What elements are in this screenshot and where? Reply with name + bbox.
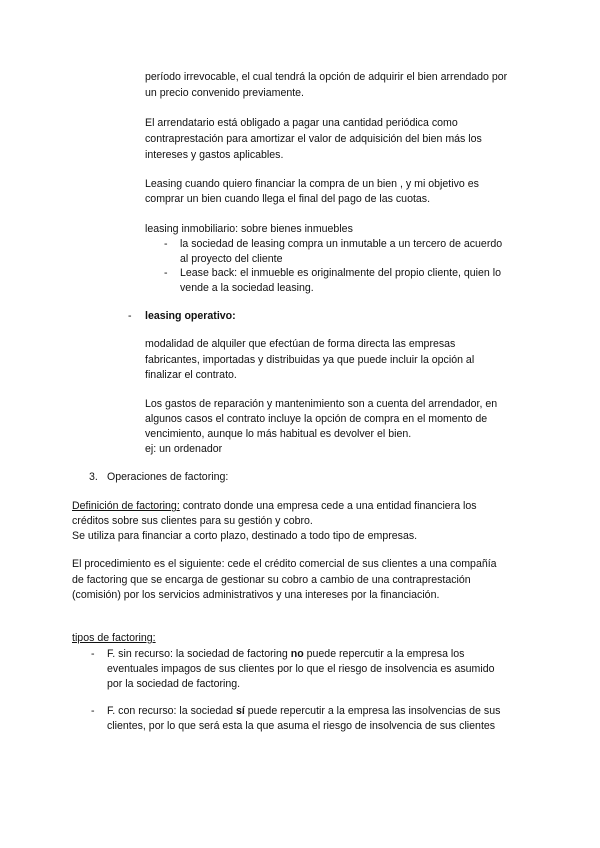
bullet-dash: - <box>164 267 168 279</box>
list-item-text: F. sin recurso: la sociedad de factoring <box>107 648 291 660</box>
definition-text: contrato donde una empresa cede a una entidad financiera los <box>179 500 477 512</box>
text-line: Se utiliza para financiar a corto plazo, destinado a todo tipo de empresas. <box>72 530 418 542</box>
subheading-inmobiliario: leasing inmobiliario: sobre bienes inmuebles <box>145 223 353 235</box>
text-line: créditos sobre sus clientes para su gestión y cobro. <box>72 515 313 527</box>
list-item <box>107 646 464 662</box>
bullet-dash: - <box>164 238 168 250</box>
list-item: clientes, por lo que será esta la que asuma el riesgo de insolvencia de sus clientes <box>107 720 496 732</box>
tipos-label: tipos de factoring: <box>72 632 156 644</box>
list-item: vende a la sociedad leasing. <box>180 282 314 294</box>
bullet-dash: - <box>91 648 95 660</box>
bullet-dash: - <box>128 310 132 322</box>
list-item-text: puede repercutir a la empresa las insolvencias de sus <box>244 705 501 717</box>
definition-label: Definición de factoring: <box>72 500 180 512</box>
text-line: Los gastos de reparación y mantenimiento son a cuenta del arrendador, en <box>145 398 498 410</box>
text-line: de factoring que se encarga de gestionar su cobro a cambio de una contraprestación <box>72 574 471 586</box>
heading-leasing-operativo: leasing operativo: <box>145 310 236 322</box>
list-item: Lease back: el inmueble es originalmente del propio cliente, quien lo <box>180 267 501 279</box>
list-item-text: F. con recurso: la sociedad <box>107 705 236 717</box>
text-line: algunos casos el contrato incluye la opción de compra en el momento de <box>145 413 488 425</box>
text-line: comprar un bien cuando llega el final del pago de las cuotas. <box>145 193 431 205</box>
text-line: El procedimiento es el siguiente: cede el crédito comercial de sus clientes a una compañía <box>72 558 497 570</box>
text-line: Leasing cuando quiero financiar la compra de un bien , y mi objetivo es <box>145 178 479 190</box>
list-item: la sociedad de leasing compra un inmutable a un tercero de acuerdo <box>180 238 503 250</box>
list-item: eventuales impagos de sus clientes por lo que el riesgo de insolvencia es asumido <box>107 663 495 675</box>
text-line: un precio convenido previamente. <box>145 87 305 99</box>
section-heading: Operaciones de factoring: <box>107 471 229 483</box>
text-line <box>72 498 477 514</box>
text-line: contraprestación para amortizar el valor de adquisición del bien más los <box>145 133 482 145</box>
text-line: finalizar el contrato. <box>145 369 237 381</box>
text-line: modalidad de alquiler que efectúan de forma directa las empresas <box>145 338 456 350</box>
bullet-dash: - <box>91 705 95 717</box>
emphasis: sí <box>235 705 245 717</box>
list-item-text: puede repercutir a la empresa los <box>303 648 465 660</box>
text-line: (comisión) por los servicios administrativos y una intereses por la financiación. <box>72 589 440 601</box>
text-line: El arrendatario está obligado a pagar una cantidad periódica como <box>145 117 458 129</box>
emphasis: no <box>290 648 304 660</box>
list-item <box>107 703 500 719</box>
text-line: período irrevocable, el cual tendrá la opción de adquirir el bien arrendado por <box>145 71 508 83</box>
section-number: 3. <box>89 471 98 483</box>
text-line: ej: un ordenador <box>145 443 223 455</box>
text-line: intereses y gastos aplicables. <box>145 149 284 161</box>
text-line: vencimiento, aunque lo más habitual es devolver el bien. <box>145 428 412 440</box>
text-line: fabricantes, importadas y distribuidas ya que puede incluir la opción al <box>145 354 475 366</box>
list-item: por la sociedad de factoring. <box>107 678 241 690</box>
list-item: al proyecto del cliente <box>180 253 283 265</box>
